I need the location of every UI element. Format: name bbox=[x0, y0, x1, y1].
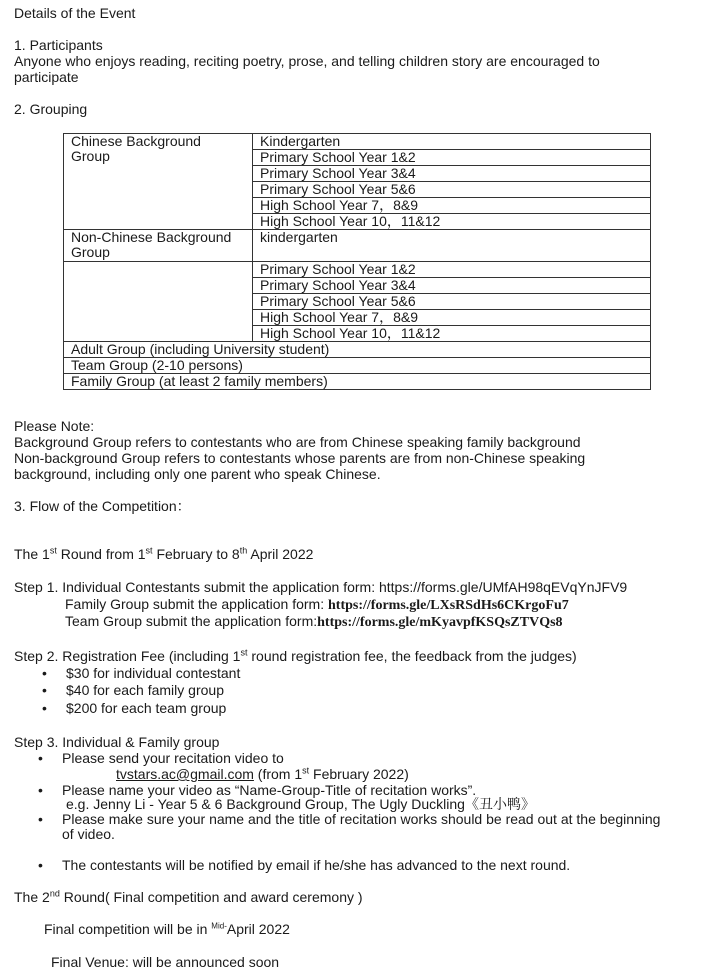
step3-bullet-send: • Please send your recitation video to bbox=[62, 750, 284, 766]
group-level-cell: kindergarten bbox=[253, 230, 651, 262]
final-date: Final competition will be in $^{Mid-}$April 2022 bbox=[44, 921, 290, 937]
flow-heading: 3. Flow of the Competition： bbox=[14, 498, 191, 514]
group-level-cell: Kindergarten bbox=[253, 134, 651, 150]
step3-bullet-readout: • Please make sure your name and the title of recitation works should be read out at the beginning bbox=[62, 811, 660, 827]
group-level-cell: Primary School Year 1&2 bbox=[253, 262, 651, 278]
team-form-link[interactable]: https://forms.gle/mKyavpfKSQsZTVQs8 bbox=[317, 615, 563, 630]
participants-text-2: participate bbox=[14, 69, 79, 85]
participants-heading: 1. Participants bbox=[14, 37, 103, 53]
page-title: Details of the Event bbox=[14, 5, 136, 21]
group-level-cell: High School Year 7，8&9 bbox=[253, 198, 651, 214]
adult-group-cell: Adult Group (including University student) bbox=[64, 342, 651, 358]
family-group-cell: Family Group (at least 2 family members) bbox=[64, 374, 651, 390]
family-form-link[interactable]: https://forms.gle/LXsRSdHs6CKrgoFu7 bbox=[328, 598, 569, 613]
step1-individual: Step 1. Individual Contestants submit the application form: https://forms.gle/UMfAH98qEVqYnJFV9 bbox=[14, 579, 628, 595]
group-level-cell: Primary School Year 5&6 bbox=[253, 182, 651, 198]
group-level-cell: High School Year 10，11&12 bbox=[253, 214, 651, 230]
fee-item: • $40 for each family group bbox=[66, 682, 224, 698]
round2-heading: The 2nd Round( Final competition and award ceremony ) bbox=[14, 888, 363, 905]
final-venue: Final Venue: will be announced soon bbox=[51, 954, 280, 970]
step3-bullet-notify: • The contestants will be notified by email if he/she has advanced to the next round. bbox=[62, 857, 570, 873]
fee-item: • $30 for individual contestant bbox=[66, 665, 240, 681]
team-group-cell: Team Group (2-10 persons) bbox=[64, 358, 651, 374]
note-line-2: Non-background Group refers to contestants whose parents are from non-Chinese speaking bbox=[14, 450, 586, 466]
step3-bullet-name: • Please name your video as “Name-Group-Title of recitation works”. bbox=[62, 782, 476, 798]
group-level-cell: High School Year 7，8&9 bbox=[253, 310, 651, 326]
chinese-group-cell: Chinese Background Group bbox=[64, 134, 253, 230]
step1-team: Team Group submit the application form:https://forms.gle/mKyavpfKSQsZTVQs8 bbox=[65, 613, 563, 630]
note-line-3: background, including only one parent who speak Chinese. bbox=[14, 466, 381, 482]
step1-family: Family Group submit the application form: https://forms.gle/LXsRSdHs6CKrgoFu7 bbox=[65, 596, 569, 613]
email-line: tvstars.ac@gmail.com (from 1st February 2022) bbox=[116, 765, 409, 782]
note-heading: Please Note: bbox=[14, 418, 95, 434]
email-link[interactable]: tvstars.ac@gmail.com bbox=[116, 766, 254, 782]
group-level-cell: Primary School Year 3&4 bbox=[253, 278, 651, 294]
group-level-cell: Primary School Year 5&6 bbox=[253, 294, 651, 310]
step3-heading: Step 3. Individual & Family group bbox=[14, 734, 220, 750]
step3-example: e.g. Jenny Li - Year 5 & 6 Background Group, The Ugly Duckling《丑小鸭》 bbox=[66, 796, 535, 812]
round1-dates: The 1st Round from 1st February to 8th April 2022 bbox=[14, 545, 314, 562]
non-chinese-group-cell: Non-Chinese Background Group bbox=[64, 230, 253, 262]
group-level-cell: Primary School Year 1&2 bbox=[253, 150, 651, 166]
fee-item: • $200 for each team group bbox=[66, 700, 226, 716]
step3-readout-cont: of video. bbox=[62, 826, 115, 842]
group-level-cell: Primary School Year 3&4 bbox=[253, 166, 651, 182]
grouping-table bbox=[63, 133, 651, 390]
grouping-heading: 2. Grouping bbox=[14, 101, 88, 117]
step2-fee: Step 2. Registration Fee (including 1st round registration fee, the feedback from the judges) bbox=[14, 647, 577, 664]
note-line-1: Background Group refers to contestants who are from Chinese speaking family background bbox=[14, 434, 581, 450]
participants-text-1: Anyone who enjoys reading, reciting poetry, prose, and telling children story are encouraged to bbox=[14, 53, 600, 69]
group-level-cell: High School Year 10，11&12 bbox=[253, 326, 651, 342]
non-chinese-group-cell-cont bbox=[64, 262, 253, 342]
